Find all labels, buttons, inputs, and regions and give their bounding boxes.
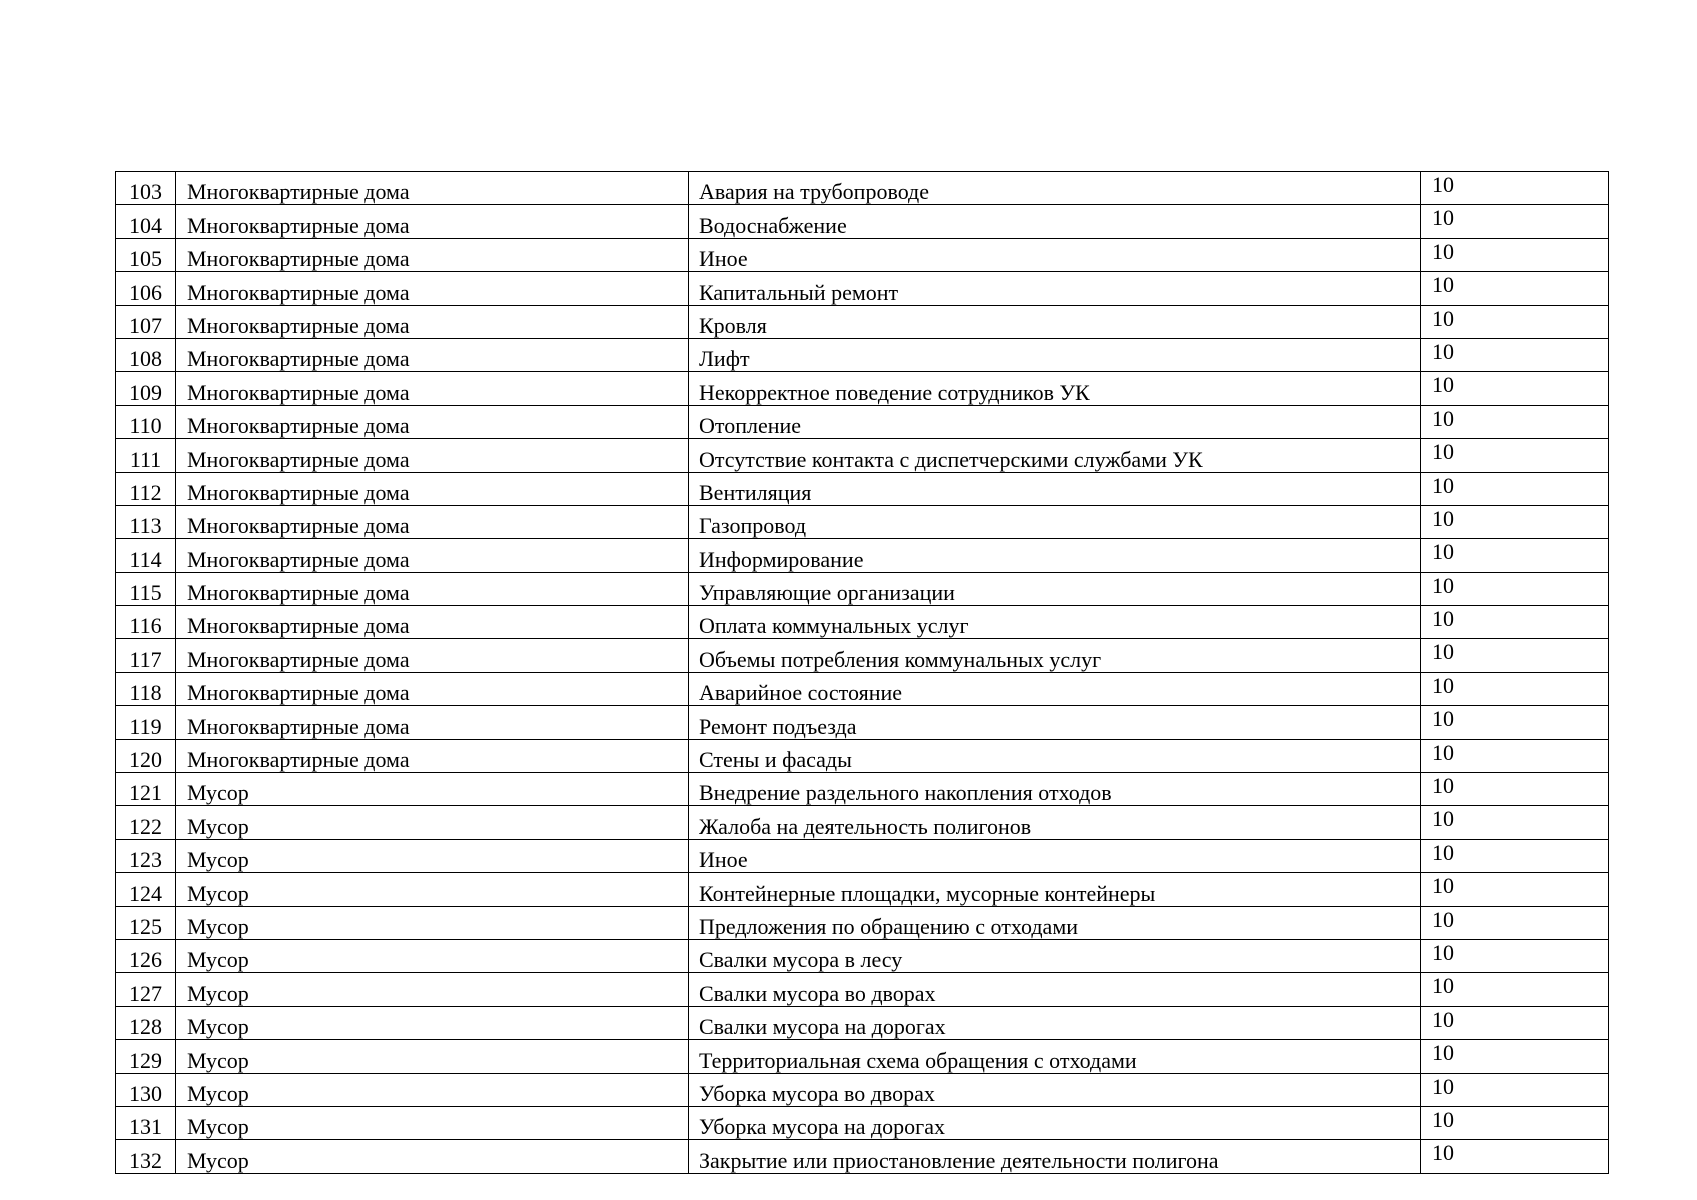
category-cell: Многоквартирные дома <box>176 272 689 305</box>
category-cell: Многоквартирные дома <box>176 672 689 705</box>
topic-cell: Газопровод <box>689 505 1421 538</box>
category-cell: Многоквартирные дома <box>176 639 689 672</box>
topic-cell: Закрытие или приостановление деятельности полигона <box>689 1140 1421 1173</box>
category-cell: Многоквартирные дома <box>176 606 689 639</box>
row-number-cell: 120 <box>116 739 176 772</box>
value-cell: 10 <box>1421 606 1609 639</box>
topic-cell: Кровля <box>689 305 1421 338</box>
value-cell: 10 <box>1421 873 1609 906</box>
topic-cell: Объемы потребления коммунальных услуг <box>689 639 1421 672</box>
row-number-cell: 127 <box>116 973 176 1006</box>
value-cell: 10 <box>1421 1040 1609 1073</box>
value-cell: 10 <box>1421 1006 1609 1039</box>
row-number-cell: 132 <box>116 1140 176 1173</box>
table-row <box>116 572 1609 605</box>
category-cell: Многоквартирные дома <box>176 505 689 538</box>
category-cell: Мусор <box>176 1140 689 1173</box>
row-number-cell: 124 <box>116 873 176 906</box>
topic-cell: Авария на трубопроводе <box>689 172 1421 205</box>
category-cell: Многоквартирные дома <box>176 205 689 238</box>
row-number-cell: 110 <box>116 405 176 438</box>
table-row <box>116 1140 1609 1173</box>
topic-cell: Некорректное поведение сотрудников УК <box>689 372 1421 405</box>
value-cell: 10 <box>1421 539 1609 572</box>
table-row <box>116 238 1609 271</box>
row-number-cell: 129 <box>116 1040 176 1073</box>
category-cell: Многоквартирные дома <box>176 439 689 472</box>
value-cell: 10 <box>1421 806 1609 839</box>
row-number-cell: 106 <box>116 272 176 305</box>
table-row <box>116 606 1609 639</box>
category-cell: Многоквартирные дома <box>176 739 689 772</box>
row-number-cell: 109 <box>116 372 176 405</box>
row-number-cell: 113 <box>116 505 176 538</box>
table-row <box>116 672 1609 705</box>
value-cell: 10 <box>1421 839 1609 872</box>
table-row <box>116 873 1609 906</box>
topic-cell: Ремонт подъезда <box>689 706 1421 739</box>
topic-cell: Вентиляция <box>689 472 1421 505</box>
row-number-cell: 114 <box>116 539 176 572</box>
table-row <box>116 405 1609 438</box>
table-row <box>116 505 1609 538</box>
value-cell: 10 <box>1421 1140 1609 1173</box>
row-number-cell: 105 <box>116 238 176 271</box>
category-cell: Мусор <box>176 806 689 839</box>
topic-cell: Капитальный ремонт <box>689 272 1421 305</box>
value-cell: 10 <box>1421 205 1609 238</box>
row-number-cell: 119 <box>116 706 176 739</box>
category-cell: Многоквартирные дома <box>176 338 689 371</box>
topic-cell: Жалоба на деятельность полигонов <box>689 806 1421 839</box>
table-row <box>116 1040 1609 1073</box>
value-cell: 10 <box>1421 739 1609 772</box>
topic-cell: Информирование <box>689 539 1421 572</box>
table-row <box>116 439 1609 472</box>
topic-cell: Отопление <box>689 405 1421 438</box>
topic-cell: Территориальная схема обращения с отходами <box>689 1040 1421 1073</box>
table-row <box>116 372 1609 405</box>
table-row <box>116 272 1609 305</box>
category-cell: Мусор <box>176 1073 689 1106</box>
value-cell: 10 <box>1421 672 1609 705</box>
value-cell: 10 <box>1421 338 1609 371</box>
value-cell: 10 <box>1421 906 1609 939</box>
category-cell: Многоквартирные дома <box>176 706 689 739</box>
category-cell: Многоквартирные дома <box>176 305 689 338</box>
category-cell: Мусор <box>176 906 689 939</box>
category-cell: Многоквартирные дома <box>176 472 689 505</box>
topic-cell: Иное <box>689 238 1421 271</box>
row-number-cell: 108 <box>116 338 176 371</box>
topic-cell: Отсутствие контакта с диспетчерскими службами УК <box>689 439 1421 472</box>
category-cell: Мусор <box>176 939 689 972</box>
row-number-cell: 123 <box>116 839 176 872</box>
row-number-cell: 126 <box>116 939 176 972</box>
table-row <box>116 806 1609 839</box>
table-row <box>116 839 1609 872</box>
table-row <box>116 939 1609 972</box>
value-cell: 10 <box>1421 439 1609 472</box>
value-cell: 10 <box>1421 505 1609 538</box>
category-cell: Мусор <box>176 1040 689 1073</box>
topic-cell: Предложения по обращению с отходами <box>689 906 1421 939</box>
row-number-cell: 104 <box>116 205 176 238</box>
topic-cell: Аварийное состояние <box>689 672 1421 705</box>
row-number-cell: 121 <box>116 773 176 806</box>
table-row <box>116 539 1609 572</box>
table-row <box>116 639 1609 672</box>
value-cell: 10 <box>1421 305 1609 338</box>
row-number-cell: 122 <box>116 806 176 839</box>
category-cell: Многоквартирные дома <box>176 372 689 405</box>
category-cell: Многоквартирные дома <box>176 238 689 271</box>
value-cell: 10 <box>1421 405 1609 438</box>
category-cell: Мусор <box>176 1006 689 1039</box>
category-cell: Многоквартирные дома <box>176 172 689 205</box>
row-number-cell: 115 <box>116 572 176 605</box>
category-cell: Многоквартирные дома <box>176 572 689 605</box>
row-number-cell: 125 <box>116 906 176 939</box>
topic-cell: Свалки мусора во дворах <box>689 973 1421 1006</box>
topic-cell: Иное <box>689 839 1421 872</box>
data-table <box>115 171 1609 1174</box>
category-cell: Мусор <box>176 1106 689 1139</box>
value-cell: 10 <box>1421 372 1609 405</box>
table-row <box>116 739 1609 772</box>
category-cell: Мусор <box>176 973 689 1006</box>
row-number-cell: 117 <box>116 639 176 672</box>
topic-cell: Уборка мусора на дорогах <box>689 1106 1421 1139</box>
row-number-cell: 118 <box>116 672 176 705</box>
table-row <box>116 172 1609 205</box>
value-cell: 10 <box>1421 939 1609 972</box>
row-number-cell: 131 <box>116 1106 176 1139</box>
row-number-cell: 107 <box>116 305 176 338</box>
topic-cell: Лифт <box>689 338 1421 371</box>
table-row <box>116 338 1609 371</box>
table-row <box>116 906 1609 939</box>
category-cell: Многоквартирные дома <box>176 539 689 572</box>
value-cell: 10 <box>1421 1106 1609 1139</box>
table-row <box>116 706 1609 739</box>
table-row <box>116 472 1609 505</box>
value-cell: 10 <box>1421 572 1609 605</box>
table-row <box>116 1006 1609 1039</box>
value-cell: 10 <box>1421 472 1609 505</box>
table-row <box>116 1073 1609 1106</box>
topic-cell: Свалки мусора в лесу <box>689 939 1421 972</box>
category-cell: Мусор <box>176 873 689 906</box>
topic-cell: Водоснабжение <box>689 205 1421 238</box>
value-cell: 10 <box>1421 238 1609 271</box>
row-number-cell: 112 <box>116 472 176 505</box>
value-cell: 10 <box>1421 973 1609 1006</box>
row-number-cell: 128 <box>116 1006 176 1039</box>
value-cell: 10 <box>1421 172 1609 205</box>
row-number-cell: 130 <box>116 1073 176 1106</box>
table-row <box>116 305 1609 338</box>
row-number-cell: 116 <box>116 606 176 639</box>
table-row <box>116 773 1609 806</box>
value-cell: 10 <box>1421 773 1609 806</box>
table-row <box>116 1106 1609 1139</box>
category-cell: Мусор <box>176 839 689 872</box>
category-cell: Многоквартирные дома <box>176 405 689 438</box>
topic-cell: Свалки мусора на дорогах <box>689 1006 1421 1039</box>
topic-cell: Оплата коммунальных услуг <box>689 606 1421 639</box>
topic-cell: Стены и фасады <box>689 739 1421 772</box>
category-cell: Мусор <box>176 773 689 806</box>
topic-cell: Внедрение раздельного накопления отходов <box>689 773 1421 806</box>
table-row <box>116 205 1609 238</box>
value-cell: 10 <box>1421 639 1609 672</box>
row-number-cell: 103 <box>116 172 176 205</box>
table-row <box>116 973 1609 1006</box>
row-number-cell: 111 <box>116 439 176 472</box>
topic-cell: Уборка мусора во дворах <box>689 1073 1421 1106</box>
topic-cell: Контейнерные площадки, мусорные контейнеры <box>689 873 1421 906</box>
value-cell: 10 <box>1421 706 1609 739</box>
value-cell: 10 <box>1421 1073 1609 1106</box>
topic-cell: Управляющие организации <box>689 572 1421 605</box>
table-body <box>116 172 1609 1174</box>
value-cell: 10 <box>1421 272 1609 305</box>
